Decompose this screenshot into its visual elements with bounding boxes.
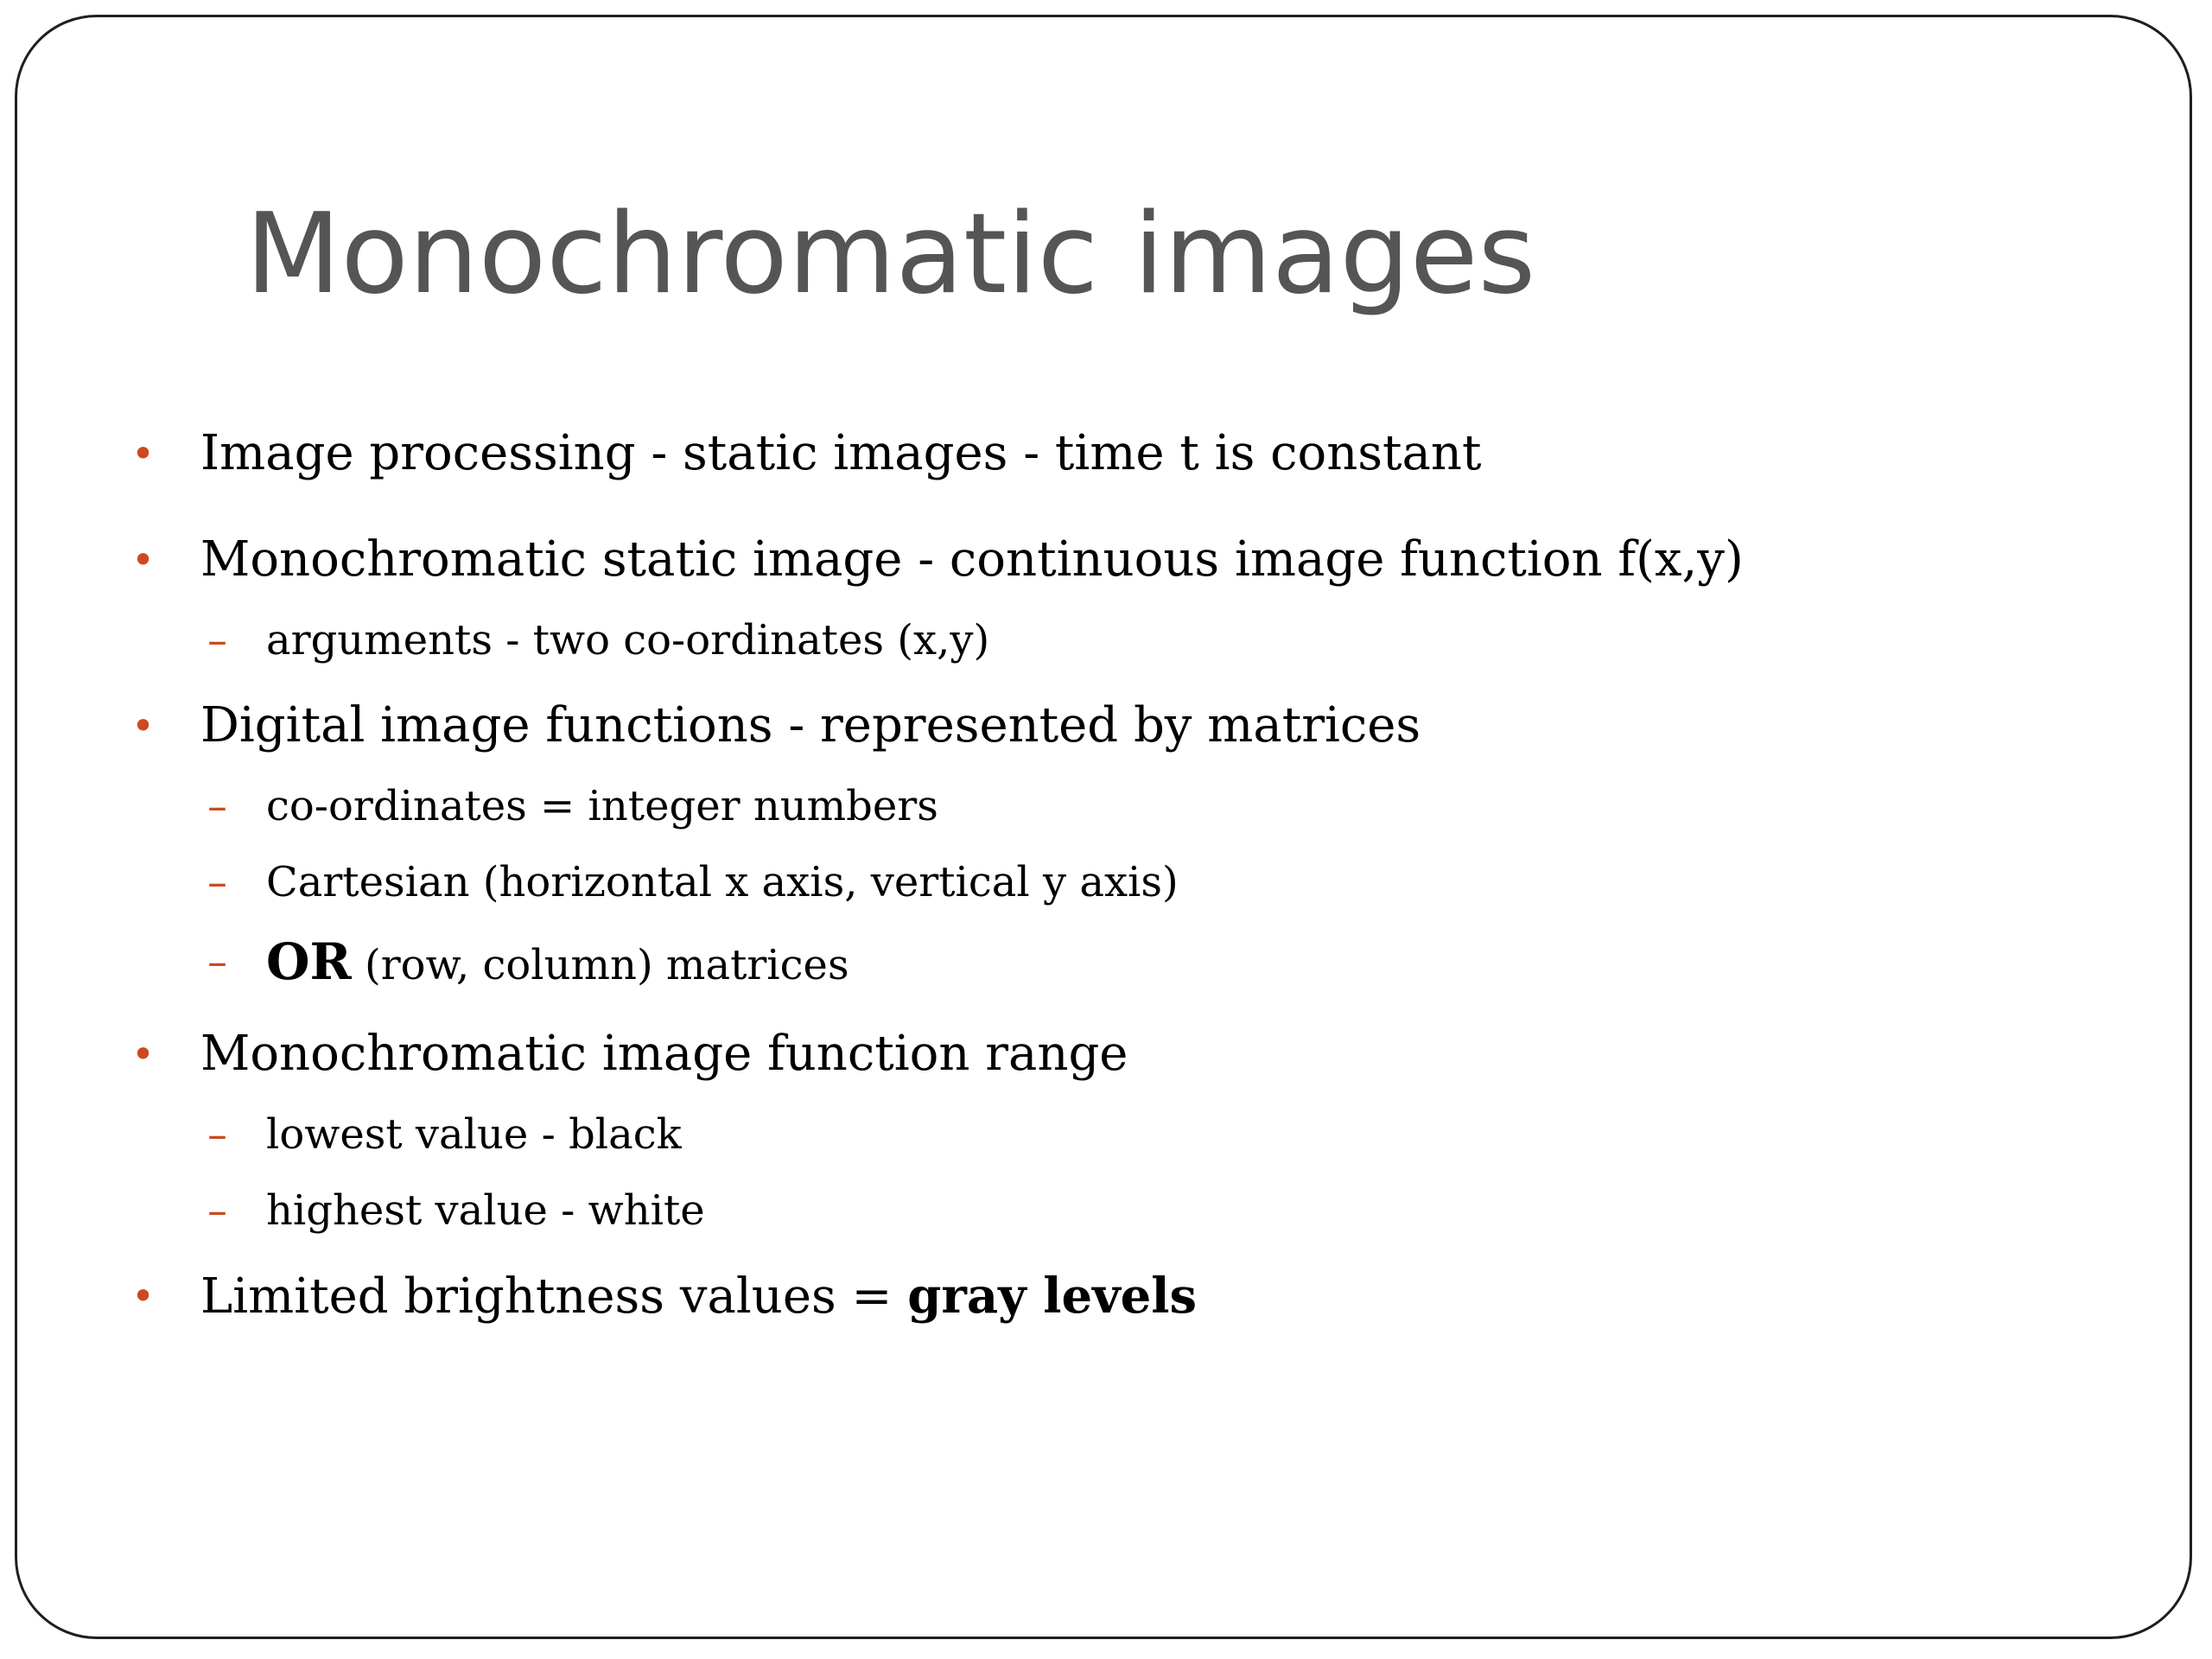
brightness-text: Limited brightness values = <box>200 1268 908 1325</box>
bullet-item <box>131 1020 1128 1089</box>
bullet-text: Monochromatic image function range <box>200 1026 1128 1082</box>
bullet-item <box>131 419 1481 488</box>
sub-bullet-item <box>207 776 938 836</box>
bullet-text: Image processing - static images - time t is constant <box>200 425 1482 481</box>
sub-bullet-text <box>266 931 849 995</box>
sub-bullet-text: highest value - white <box>266 1186 705 1235</box>
dash-marker: – <box>207 859 227 906</box>
sub-bullet-item <box>207 931 849 992</box>
dash-marker: – <box>207 617 227 664</box>
sub-bullet-text: co-ordinates = integer numbers <box>266 782 938 830</box>
sub-bullet-text: Cartesian (horizontal x axis, vertical y axis) <box>266 858 1179 906</box>
sub-bullet-item <box>207 610 989 671</box>
bullet-marker: • <box>131 702 156 749</box>
sub-bullet-text: arguments - two co-ordinates (x,y) <box>266 616 990 664</box>
bullet-item <box>131 1262 1197 1331</box>
bullet-marker: • <box>131 1273 156 1319</box>
bullet-marker: • <box>131 537 156 583</box>
bullet-text: Digital image functions - represented by matrices <box>200 697 1421 753</box>
bullet-item <box>131 691 1421 760</box>
gray-levels-emphasis: gray levels <box>907 1268 1198 1325</box>
bullet-text: Monochromatic static image - continuous image function f(x,y) <box>200 531 1744 588</box>
sub-bullet-item <box>207 852 1179 912</box>
slide-title: Monochromatic images <box>245 190 1536 319</box>
sub-bullet-item <box>207 1180 705 1241</box>
or-rest-text: (row, column) matrices <box>351 941 849 989</box>
sub-bullet-text: lowest value - black <box>266 1110 682 1159</box>
or-emphasis: OR <box>266 932 352 991</box>
bullet-marker: • <box>131 1031 156 1077</box>
dash-marker: – <box>207 783 227 830</box>
sub-bullet-item <box>207 1104 682 1165</box>
dash-marker: – <box>207 1111 227 1158</box>
dash-marker: – <box>207 1187 227 1234</box>
dash-marker: – <box>207 938 227 985</box>
bullet-text <box>200 1262 1197 1332</box>
bullet-marker: • <box>131 430 156 477</box>
bullet-item <box>131 525 1744 594</box>
